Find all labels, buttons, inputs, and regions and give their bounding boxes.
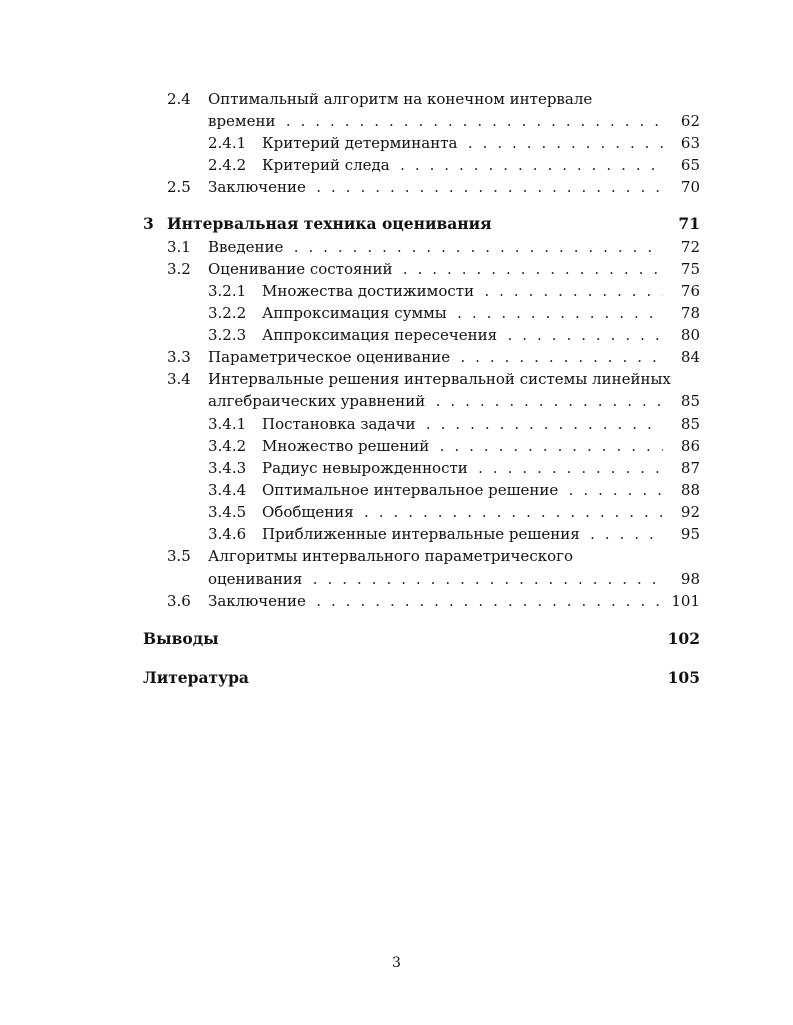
toc-entry-3-2-1 <box>0 281 793 301</box>
toc-entry-3-2 <box>0 259 793 279</box>
page-number: 102 <box>667 629 700 648</box>
page-number: 72 <box>680 238 700 256</box>
toc-chapter-literature <box>0 668 793 688</box>
page-number: 75 <box>680 260 700 278</box>
section-title: Заключение <box>208 178 309 196</box>
section-number: 3.2.3 <box>208 326 247 344</box>
page-number: 101 <box>671 592 700 610</box>
section-title: Аппроксимация суммы <box>262 304 450 322</box>
toc-entry-3-4-3 <box>0 458 793 478</box>
toc-entry-3-2-2 <box>0 303 793 323</box>
toc-chapter-3 <box>0 214 793 234</box>
section-title: Приближенные интервальные решения <box>262 525 583 543</box>
page-number: 78 <box>680 304 700 322</box>
section-number: 3.2 <box>167 260 191 278</box>
toc-entry-2-5 <box>0 177 793 197</box>
section-title: Интервальные решения интервальной системы линейных <box>208 370 674 388</box>
section-number: 3.2.1 <box>208 282 247 300</box>
section-number: 2.4.2 <box>208 156 247 174</box>
section-title: Радиус невырожденности <box>262 459 471 477</box>
toc-entry-3-4-1 <box>0 414 793 434</box>
chapter-title: Выводы <box>143 629 219 648</box>
section-number: 3.1 <box>167 238 191 256</box>
toc-entry-2-4 <box>0 89 793 109</box>
section-title: Оценивание состояний <box>208 260 395 278</box>
toc-chapter-conclusions <box>0 629 793 649</box>
chapter-number: 3 <box>143 214 154 233</box>
page-number: 95 <box>680 525 700 543</box>
section-title: Критерий следа <box>262 156 393 174</box>
toc-entry-3-2-3 <box>0 325 793 345</box>
toc-entry-2-4-2 <box>0 155 793 175</box>
section-number: 3.4.5 <box>208 503 247 521</box>
page-number: 86 <box>680 437 700 455</box>
section-title: Оптимальное интервальное решение <box>262 481 561 499</box>
page-number: 76 <box>680 282 700 300</box>
page-footer-number: 3 <box>392 955 401 971</box>
section-title: Введение <box>208 238 286 256</box>
toc-entry-3-5 <box>0 546 793 566</box>
section-title: Множество решений <box>262 437 432 455</box>
toc-entry-3-4-2 <box>0 436 793 456</box>
page-number: 80 <box>680 326 700 344</box>
page-number: 105 <box>667 668 700 687</box>
toc-entry-3-5-cont <box>0 569 793 589</box>
section-number: 2.4.1 <box>208 134 247 152</box>
section-number: 3.6 <box>167 592 191 610</box>
section-title: Параметрическое оценивание <box>208 348 453 366</box>
section-title-cont: времени <box>208 112 278 130</box>
section-title: Аппроксимация пересечения <box>262 326 500 344</box>
section-number: 3.4.3 <box>208 459 247 477</box>
page-number: 87 <box>680 459 700 477</box>
section-title: Обобщения <box>262 503 357 521</box>
page-number: 84 <box>680 348 700 366</box>
toc-entry-3-4-4 <box>0 480 793 500</box>
section-number: 3.5 <box>167 547 191 565</box>
page-number: 70 <box>680 178 700 196</box>
page-number: 71 <box>678 214 700 233</box>
toc-entry-3-4-5 <box>0 502 793 522</box>
section-title-cont: оценивания <box>208 570 305 588</box>
chapter-title: Интервальная техника оценивания <box>167 214 495 233</box>
section-title: Множества достижимости <box>262 282 477 300</box>
toc-entry-2-4-1 <box>0 133 793 153</box>
section-title: Заключение <box>208 592 309 610</box>
section-title: Постановка задачи <box>262 415 419 433</box>
section-number: 3.4.4 <box>208 481 247 499</box>
page-number: 92 <box>680 503 700 521</box>
page-number: 63 <box>680 134 700 152</box>
section-number: 3.4.1 <box>208 415 247 433</box>
section-title: Алгоритмы интервального параметрического <box>208 547 576 565</box>
section-title-cont: алгебраических уравнений <box>208 392 428 410</box>
toc-entry-3-6 <box>0 591 793 611</box>
section-number: 2.4 <box>167 90 191 108</box>
page-number: 88 <box>680 481 700 499</box>
toc-entry-2-4-cont <box>0 111 793 131</box>
section-number: 2.5 <box>167 178 191 196</box>
chapter-title: Литература <box>143 668 249 687</box>
toc-entry-3-4 <box>0 369 793 389</box>
page-number: 85 <box>680 415 700 433</box>
section-number: 3.3 <box>167 348 191 366</box>
toc-entry-3-3 <box>0 347 793 367</box>
toc-entry-3-4-cont <box>0 391 793 411</box>
section-number: 3.4 <box>167 370 191 388</box>
section-number: 3.4.2 <box>208 437 247 455</box>
section-number: 3.4.6 <box>208 525 247 543</box>
page-number: 98 <box>680 570 700 588</box>
toc-entry-3-1 <box>0 237 793 257</box>
page-number: 65 <box>680 156 700 174</box>
page-number: 62 <box>680 112 700 130</box>
toc-entry-3-4-6 <box>0 524 793 544</box>
section-title: Критерий детерминанта <box>262 134 460 152</box>
page-number: 85 <box>680 392 700 410</box>
section-number: 3.2.2 <box>208 304 247 322</box>
section-title: Оптимальный алгоритм на конечном интервале <box>208 90 595 108</box>
